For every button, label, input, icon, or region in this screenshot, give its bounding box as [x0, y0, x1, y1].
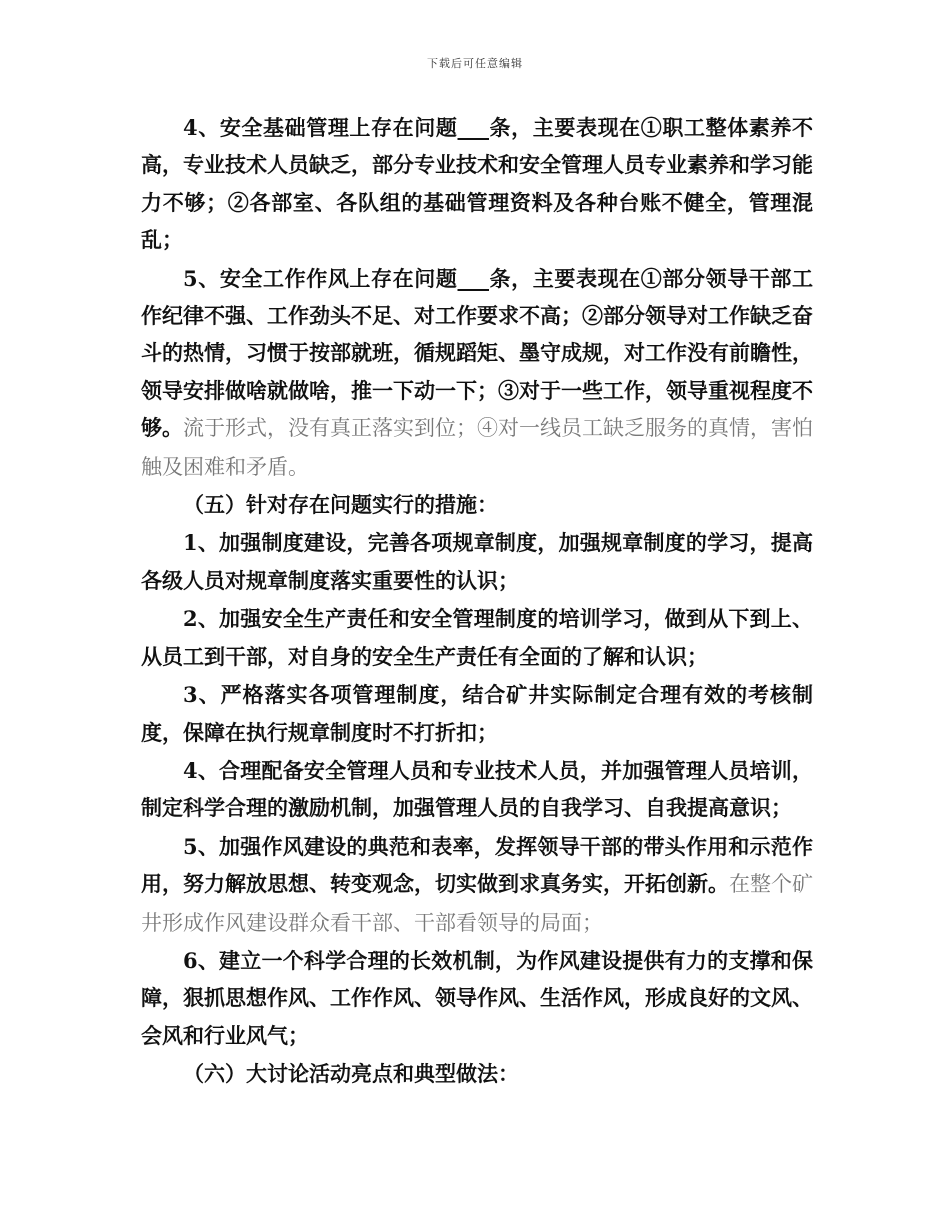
paragraph-measure-6 — [141, 942, 813, 1055]
paragraph-text: 4、合理配备安全管理人员和专业技术人员，并加强管理人员培训，制定科学合理的激励机制，加强管理人员的自我学习、自我提高意识； — [141, 757, 813, 821]
paragraph-measure-4 — [141, 752, 813, 828]
paragraph-work-style — [141, 260, 813, 486]
paragraph-text: 6、建立一个科学合理的长效机制，为作风建设提供有力的支撑和保障，狠抓思想作风、工作作风、领导作风、生活作风，形成良好的文风、会风和行业风气； — [141, 947, 813, 1048]
paragraph-measure-1 — [141, 524, 813, 600]
paragraph-text: 1、加强制度建设，完善各项规章制度，加强规章制度的学习，提高各级人员对规章制度落实重要性的认识； — [141, 530, 813, 593]
section-heading-measures — [141, 486, 813, 524]
paragraph-text: （五）针对存在问题实行的措施： — [183, 492, 498, 518]
section-heading-highlights — [141, 1055, 813, 1093]
paragraph-text-light: 流于形式，没有真正落实到位；④对一线员工缺乏服务的真情，害怕触及困难和矛盾。 — [141, 416, 813, 479]
paragraph-measure-3 — [141, 676, 813, 752]
paragraph-text-light: 在整个矿井形成作风建设群众看干部、干部看领导的局面； — [141, 872, 813, 935]
paragraph-text: 5、安全工作作风上存在问题___条，主要表现在①部分领导干部工作纪律不强、工作劲头不足、对工作要求不高；②部分领导对工作缺乏奋斗的热情，习惯于按部就班，循规蹈矩、墨守成规，对工作没有前瞻性，领导安排做啥就做啥，推一下动一下；③对于一些工作，领导重视程度不够。 — [141, 265, 813, 441]
paragraph-text: 3、严格落实各项管理制度，结合矿井实际制定合理有效的考核制度，保障在执行规章制度时不打折扣； — [141, 682, 813, 745]
document-body — [141, 109, 813, 1094]
page-header: 下载后可任意编辑 — [427, 57, 523, 70]
paragraph-text: 5、加强作风建设的典范和表率，发挥领导干部的带头作用和示范作用，努力解放思想、转变观念，切实做到求真务实，开拓创新。 — [141, 833, 813, 897]
paragraph-text: 4、安全基础管理上存在问题___条，主要表现在①职工整体素养不高，专业技术人员缺乏，部分专业技术和安全管理人员专业素养和学习能力不够；②各部室、各队组的基础管理资料及各种台账不健全，管理混乱； — [141, 115, 813, 253]
paragraph-text: （六）大讨论活动亮点和典型做法： — [183, 1061, 519, 1087]
paragraph-measure-2 — [141, 600, 813, 676]
paragraph-measure-5 — [141, 828, 813, 942]
paragraph-safety-management — [141, 109, 813, 260]
paragraph-text: 2、加强安全生产责任和安全管理制度的培训学习，做到从下到上、从员工到干部，对自身的安全生产责任有全面的了解和认识； — [141, 606, 813, 669]
